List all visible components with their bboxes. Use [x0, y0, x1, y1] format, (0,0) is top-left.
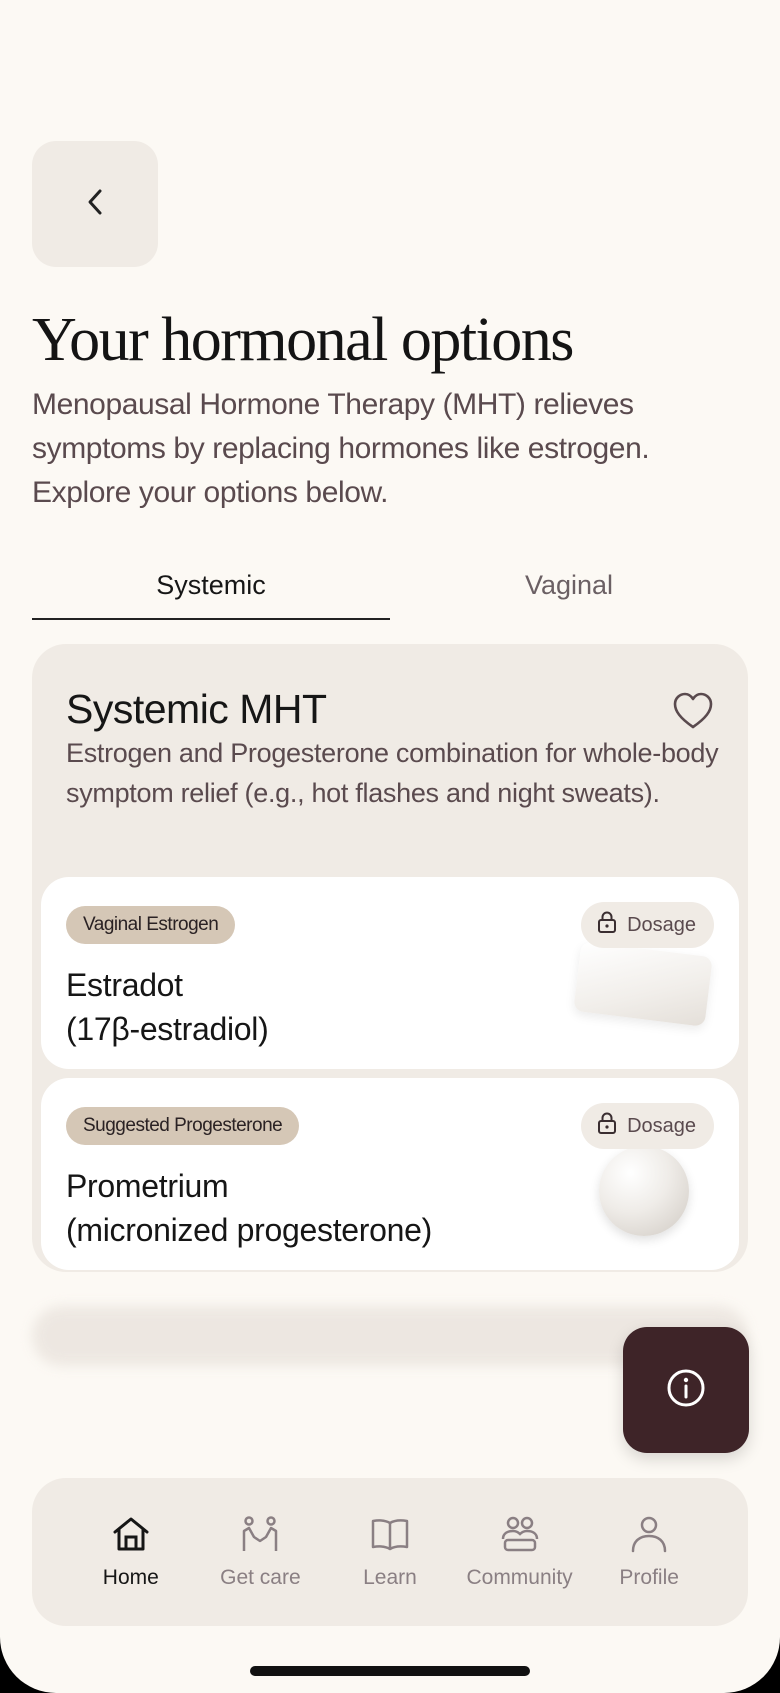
home-indicator — [250, 1666, 530, 1676]
people-care-icon — [240, 1515, 280, 1558]
page-title: Your hormonal options — [32, 306, 573, 374]
book-icon — [370, 1515, 410, 1558]
lock-icon — [597, 1112, 617, 1140]
nav-item-profile[interactable] — [589, 1515, 709, 1590]
nav-label: Profile — [619, 1565, 679, 1589]
category-tag: Suggested Progesterone — [66, 1107, 299, 1145]
bottom-nav — [32, 1478, 748, 1626]
nav-item-learn[interactable] — [330, 1515, 450, 1590]
heart-icon[interactable] — [670, 688, 716, 734]
medication-name — [66, 1164, 432, 1252]
nav-label: Community — [466, 1565, 573, 1589]
nav-label: Learn — [363, 1565, 417, 1589]
nav-item-home[interactable] — [71, 1515, 191, 1590]
lock-icon — [597, 911, 617, 939]
medication-name-line2: (micronized progesterone) — [66, 1212, 433, 1248]
card-title: Systemic MHT — [66, 686, 327, 732]
list-item-estradot[interactable] — [41, 877, 739, 1069]
dosage-button[interactable] — [581, 902, 714, 948]
category-tag: Vaginal Estrogen — [66, 906, 235, 944]
chevron-left-icon — [84, 187, 106, 222]
page-subtitle: Menopausal Hormone Therapy (MHT) relieves symptoms by replacing hormones like estrogen. Explore your options below. — [32, 388, 650, 509]
community-icon — [500, 1515, 540, 1558]
medication-name-line1: Prometrium — [66, 1168, 229, 1204]
systemic-mht-card — [32, 644, 748, 1272]
tab-systemic[interactable]: Systemic — [32, 560, 390, 620]
pill-image — [599, 1146, 689, 1236]
tab-vaginal[interactable]: Vaginal — [524, 570, 614, 600]
card-description: Estrogen and Progesterone combination for whole-body symptom relief (e.g., hot flashes and night sweats). — [66, 738, 719, 808]
nav-label: Get care — [220, 1565, 301, 1589]
list-item-prometrium[interactable] — [41, 1078, 739, 1270]
home-icon — [111, 1515, 151, 1558]
medication-name — [66, 963, 268, 1051]
nav-item-community[interactable] — [460, 1515, 580, 1590]
tab-bar — [32, 560, 748, 620]
medication-name-line1: Estradot — [66, 967, 183, 1003]
profile-icon — [629, 1515, 669, 1558]
dosage-button[interactable] — [581, 1103, 714, 1149]
back-button[interactable] — [32, 141, 158, 267]
medication-name-line2: (17β-estradiol) — [66, 1011, 269, 1047]
dosage-label: Dosage — [627, 913, 696, 936]
nav-label: Home — [102, 1565, 159, 1589]
info-button[interactable] — [623, 1327, 749, 1453]
info-icon — [665, 1367, 707, 1414]
nav-item-get-care[interactable] — [200, 1515, 320, 1590]
dosage-label: Dosage — [627, 1114, 696, 1137]
patch-image — [573, 941, 713, 1027]
